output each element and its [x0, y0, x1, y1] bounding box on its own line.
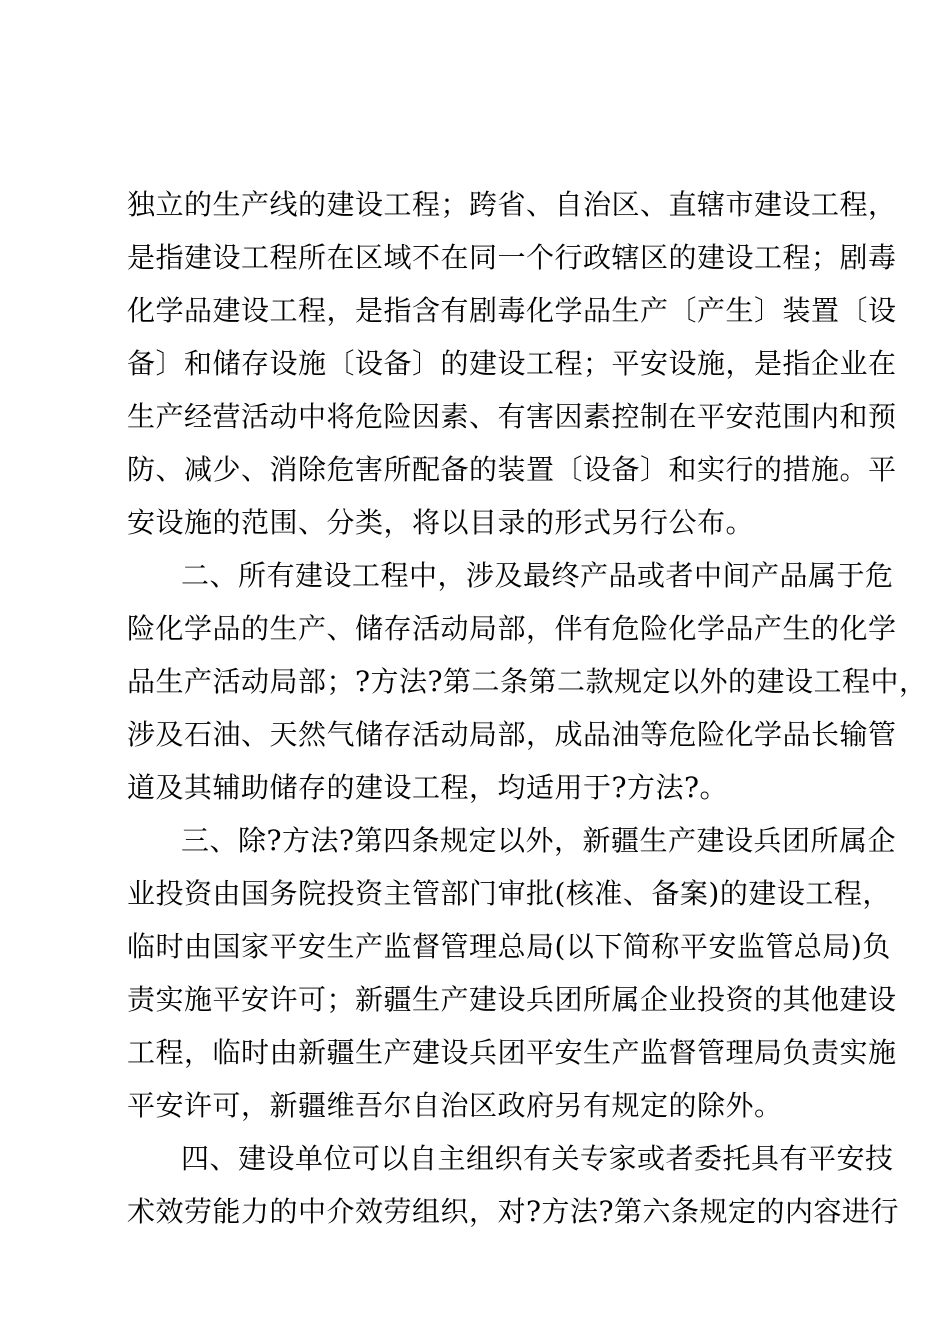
- text-line: 化学品建设工程，是指含有剧毒化学品生产〔产生〕装置〔设: [127, 294, 897, 327]
- text-line: 生产经营活动中将危险因素、有害因素控制在平安范围内和预: [127, 400, 897, 433]
- text-line: 安设施的范围、分类，将以目录的形式另行公布。: [127, 506, 755, 539]
- paragraph-start-line: 二、所有建设工程中，涉及最终产品或者中间产品属于危: [181, 559, 894, 592]
- text-line: 工程，临时由新疆生产建设兵团平安生产监督管理局负责实施: [127, 1036, 897, 1069]
- text-line: 平安许可，新疆维吾尔自治区政府另有规定的除外。: [127, 1089, 783, 1122]
- paragraph-start-line: 三、除?方法?第四条规定以外，新疆生产建设兵团所属企: [181, 824, 897, 857]
- text-line: 防、减少、消除危害所配备的装置〔设备〕和实行的措施。平: [127, 453, 897, 486]
- text-line: 业投资由国务院投资主管部门审批(核准、备案)的建设工程，: [127, 877, 891, 910]
- text-line: 道及其辅助储存的建设工程，均适用于?方法?。: [127, 771, 729, 804]
- text-line: 备〕和储存设施〔设备〕的建设工程；平安设施，是指企业在: [127, 347, 897, 380]
- text-line: 品生产活动局部；?方法?第二条第二款规定以外的建设工程中，: [127, 665, 928, 698]
- text-line: 险化学品的生产、储存活动局部，伴有危险化学品产生的化学: [127, 612, 897, 645]
- text-line: 术效劳能力的中介效劳组织，对?方法?第六条规定的内容进行: [127, 1195, 900, 1228]
- text-line: 涉及石油、天然气储存活动局部，成品油等危险化学品长输管: [127, 718, 897, 751]
- paragraph-start-line: 四、建设单位可以自主组织有关专家或者委托具有平安技: [181, 1142, 894, 1175]
- text-line: 独立的生产线的建设工程；跨省、自治区、直辖市建设工程，: [127, 188, 897, 221]
- text-line: 是指建设工程所在区域不在同一个行政辖区的建设工程；剧毒: [127, 241, 897, 274]
- text-line: 责实施平安许可；新疆生产建设兵团所属企业投资的其他建设: [127, 983, 897, 1016]
- text-line: 临时由国家平安生产监督管理总局(以下简称平安监管总局)负: [127, 930, 891, 963]
